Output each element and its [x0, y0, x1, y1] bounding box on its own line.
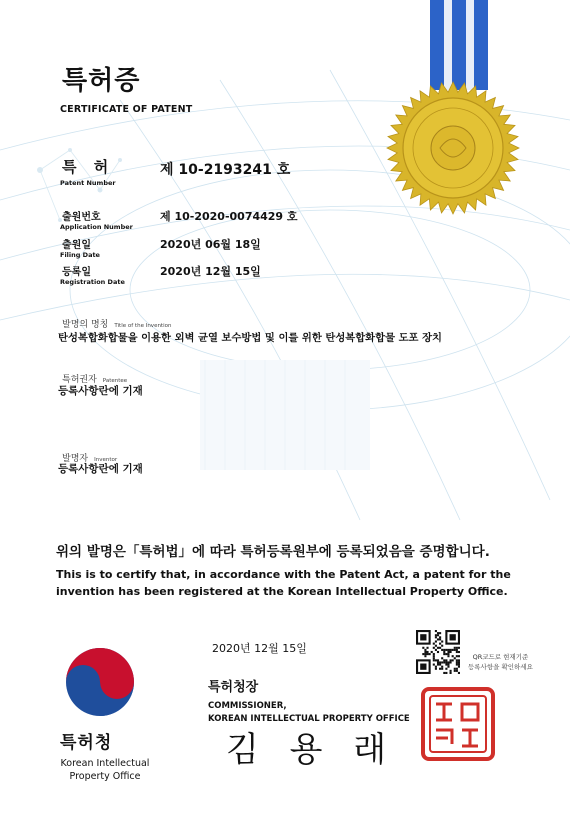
- invention-title-label-en: Title of the Invention: [114, 323, 172, 329]
- patentee-label-en: Patentee: [102, 378, 128, 384]
- patent-number-label: 특 허: [62, 158, 115, 176]
- filing-date-label-en: Filing Date: [60, 251, 100, 259]
- inventor-label: 발명자: [62, 454, 89, 464]
- certificate-title: 특허증: [62, 66, 141, 96]
- registration-date-value: 2020년 12월 15일: [160, 265, 261, 278]
- inventor-label-en: Inventor: [94, 457, 118, 463]
- patent-number-label-en: Patent Number: [60, 179, 116, 187]
- commissioner-title-en-line1: COMMISSIONER,: [208, 701, 287, 711]
- kipo-name-ko: 특허청: [60, 733, 113, 753]
- certification-text-ko: 위의 발명은「특허법」에 따라 특허등록원부에 등록되었음을 증명합니다.: [56, 544, 490, 560]
- inventor-value: 등록사항란에 기재: [58, 463, 143, 475]
- certification-text-en-line1: This is to certify that, in accordance with the Patent Act, a patent for the: [56, 568, 511, 581]
- kipo-logo-icon: [64, 646, 136, 718]
- filing-date-label: 출원일: [62, 240, 91, 251]
- patent-number-value: 제 10-2193241 호: [160, 162, 291, 178]
- registration-date-label: 등록일: [62, 267, 91, 278]
- gold-seal-icon: [380, 0, 530, 230]
- qr-code-icon: [416, 630, 460, 674]
- official-seal-stamp-icon: [420, 686, 496, 762]
- certification-text-en-line2: invention has been registered at the Korean Intellectual Property Office.: [56, 585, 508, 598]
- registration-date-label-en: Registration Date: [60, 278, 125, 286]
- application-number-label: 출원번호: [62, 212, 101, 223]
- qr-note-line2: 등록사항을 확인하세요: [468, 663, 533, 671]
- qr-note-line1: QR코드로 현재기준: [472, 653, 529, 661]
- invention-title-label: 발명의 명칭: [62, 320, 109, 330]
- certificate-title-en: CERTIFICATE OF PATENT: [60, 104, 193, 115]
- commissioner-signature: 김 용 래: [226, 730, 397, 770]
- kipo-name-en: Korean Intellectual Property Office: [60, 758, 150, 782]
- application-number-value: 제 10-2020-0074429 호: [160, 210, 298, 223]
- issue-date: 2020년 12월 15일: [212, 642, 307, 655]
- patentee-value: 등록사항란에 기재: [58, 385, 143, 397]
- commissioner-title-en-line2: KOREAN INTELLECTUAL PROPERTY OFFICE: [208, 714, 410, 724]
- application-number-label-en: Application Number: [60, 223, 133, 231]
- commissioner-title-ko: 특허청장: [208, 680, 259, 695]
- invention-title-value: 탄성복합화합물을 이용한 외벽 균열 보수방법 및 이를 위한 탄성복합화합물 도포 장치: [58, 332, 442, 344]
- patentee-label: 특허권자: [62, 375, 97, 385]
- qr-note: [468, 652, 533, 672]
- filing-date-value: 2020년 06월 18일: [160, 238, 261, 251]
